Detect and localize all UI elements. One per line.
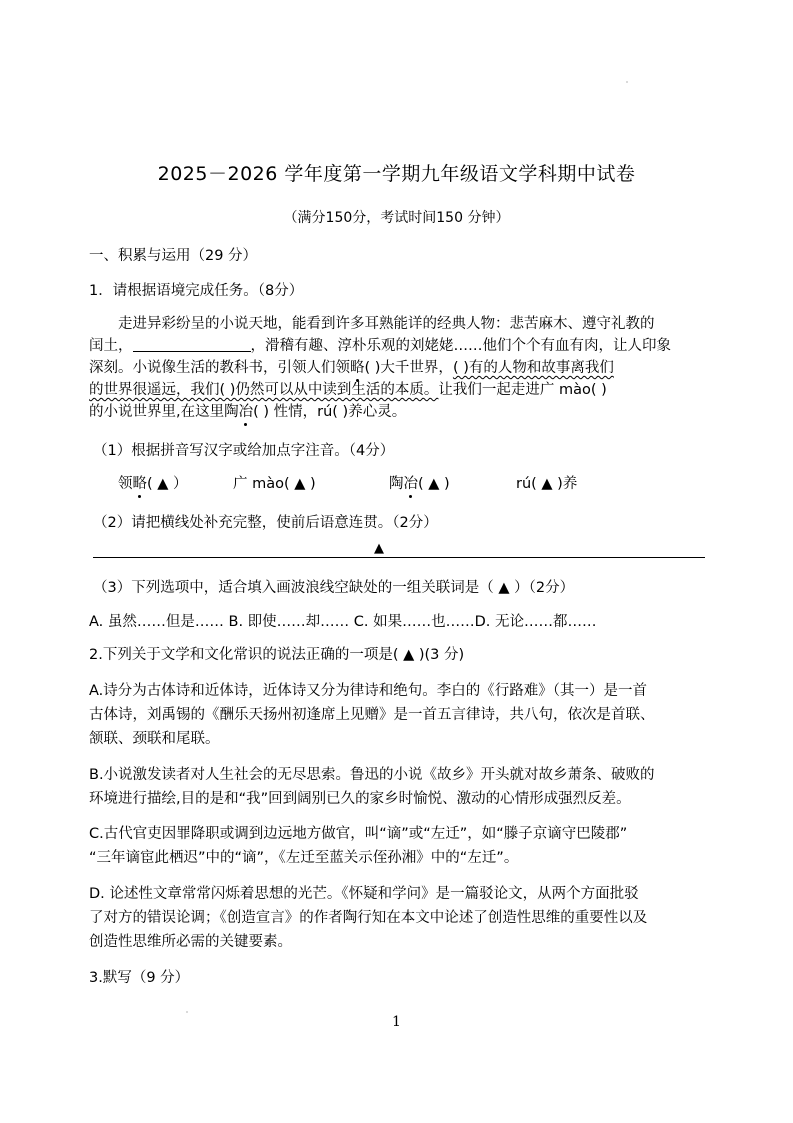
option-d-line: D. 论述性文章常常闪烁着思想的光芒。《怀疑和学问》是一篇驳论文，从两个方面批驳 [89,886,639,902]
subquestion-1-prompt: （1）根据拼音写汉字或给加点字注音。（4分） [93,443,395,459]
question-3-heading: 3.默写（9 分） [89,970,190,986]
passage-line-5: 的小说世界里,在这里陶冶( ) 性情，rú( )养心灵。 [89,400,406,421]
subquestion-2-prompt: （2）请把横线处补充完整，使前后语意连贯。（2分） [93,515,438,531]
question-2-heading: 2.下列关于文学和文化常识的说法正确的一项是( ▲ )(3 分) [89,647,465,663]
subquestion-3-options: A. 虽然……但是…… B. 即使……却…… C. 如果……也……D. 无论……都…… [89,614,597,630]
dotted-char: 略 [350,356,365,377]
option-c-line: “三年谪宦此栖迟”中的“谪”，《左迁至蓝关示侄孙湘》中的“左迁”。 [89,850,519,866]
option-a-line: 颔联、颈联和尾联。 [89,731,220,747]
dotted-char: 略 [133,472,148,493]
passage-line-4: 的世界很遥远，我们( )仍然可以从中读到生活的本质。让我们一起走进广 màо( ) [89,382,607,398]
answer-slot-4: rú( ▲ )养 [516,476,578,492]
answer-slot-2: 广 mào( ▲ ) [233,476,316,492]
scan-speck [626,81,628,83]
wavy-underline-text: 的世界很遥远，我们( )仍然可以从中读到生活的本质。 [89,382,439,398]
dotted-char: 冶 [404,472,419,493]
option-a-line: A.诗分为古体诗和近体诗，近体诗又分为律诗和绝句。李白的《行路难》（其一）是一首 [89,683,648,699]
option-d-line: 创造性思维所必需的关键要素。 [89,934,292,950]
subquestion-3-prompt: （3）下列选项中，适合填入画波浪线空缺处的一组关联词是（ ▲ ）（2分） [93,580,575,596]
fill-blank [133,336,251,352]
section-heading: 一、积累与运用（29 分） [89,248,258,264]
question-1-heading: 1．请根据语境完成任务。（8分） [89,283,304,299]
answer-slot-1: 领略( ▲ ） [118,472,188,493]
scan-speck [186,1011,188,1013]
option-b-line: 环境进行描绘,目的是和“我”回到阔别已久的家乡时愉悦、激动的心情形成强烈反差。 [89,791,631,807]
option-a-line: 古体诗，刘禹锡的《酬乐天扬州初逢席上见赠》是一首五言律诗，共八句，依次是首联、 [89,707,655,723]
passage-line-2: 闰土， ，滑稽有趣、淳朴乐观的刘姥姥……他们个个有血有肉，让人印象 [89,338,671,354]
option-b-line: B.小说激发读者对人生社会的无尽思索。鲁迅的小说《故乡》开头就对故乡萧条、破败的 [89,767,655,783]
answer-line [93,557,705,558]
option-c-line: C.古代官吏因罪降职或调到边远地方做官，叫“谪”或“左迁”，如“滕子京谪守巴陵郡” [89,826,628,842]
page-title: 2025－2026 学年度第一学期九年级语文学科期中试卷 [157,163,636,185]
answer-slot-3: 陶冶( ▲ ) [389,472,450,493]
wavy-underline-text: ( )有的人物和故事离我们 [452,360,614,376]
passage-line-1: 走进异彩纷呈的小说天地，能看到许多耳熟能详的经典人物：悲苦麻木、遵守礼教的 [118,316,655,332]
exam-info: （满分150分，考试时间150 分钟） [283,210,510,226]
passage-line-3: 深刻。小说像生活的教科书，引领人们领略( )大千世界，( )有的人物和故事离我们 [89,356,614,377]
option-d-line: 了对方的错误论调；《创造宣言》的作者陶行知在本文中论述了创造性思维的重要性以及 [89,910,648,926]
dotted-char: 冶 [239,400,254,421]
answer-marker: ▲ [374,541,384,556]
page-number: 1 [392,1014,401,1030]
